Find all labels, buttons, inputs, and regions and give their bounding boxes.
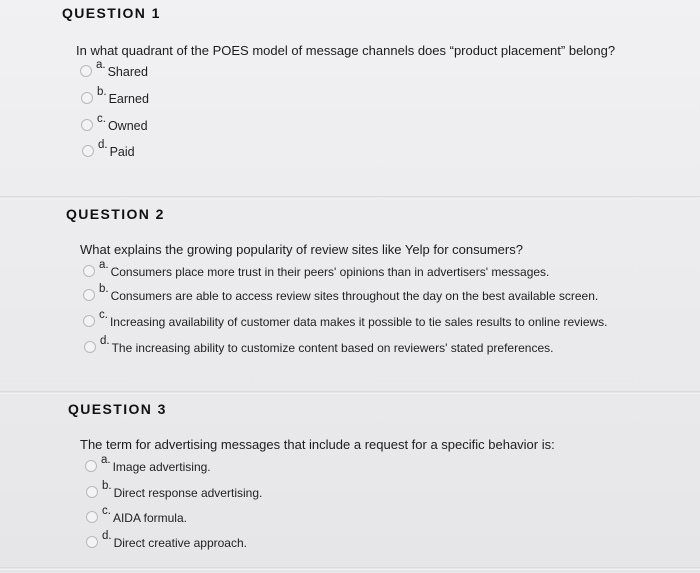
radio-button[interactable] — [81, 119, 93, 131]
question-1-title: QUESTION 1 — [62, 5, 161, 21]
option-letter: d. — [102, 530, 112, 542]
option-letter: a. — [101, 454, 111, 466]
section-divider — [0, 391, 700, 394]
radio-button[interactable] — [86, 511, 98, 523]
option-label: Consumers are able to access review sites throughout the day on the best available screen. — [110, 289, 599, 303]
option-label: AIDA formula. — [112, 511, 187, 525]
option-label: Direct response advertising. — [113, 486, 263, 500]
question-1-text: In what quadrant of the POES model of message channels does “product placement” belong? — [76, 43, 616, 58]
radio-button[interactable] — [86, 536, 98, 548]
question-2 — [0, 200, 700, 395]
option-letter: d. — [98, 139, 108, 151]
option-letter: b. — [102, 480, 112, 492]
question-2-option-b[interactable] — [83, 283, 599, 303]
radio-button[interactable] — [85, 460, 97, 472]
question-3-text: The term for advertising messages that include a request for a specific behavior is: — [80, 437, 555, 452]
section-divider — [0, 196, 700, 199]
question-3-option-b[interactable] — [86, 480, 263, 500]
option-letter: b. — [97, 86, 107, 98]
question-1-option-b[interactable] — [81, 86, 149, 106]
option-label: Earned — [108, 92, 149, 106]
question-1-option-d[interactable] — [82, 139, 135, 159]
radio-button[interactable] — [80, 65, 92, 77]
question-3-option-a[interactable] — [85, 454, 211, 474]
question-2-option-d[interactable] — [84, 335, 554, 355]
question-1-option-c[interactable] — [81, 113, 148, 133]
question-1-option-a[interactable] — [80, 59, 148, 79]
option-letter: c. — [99, 309, 108, 321]
option-label: Direct creative approach. — [113, 536, 247, 550]
question-2-option-c[interactable] — [83, 309, 608, 329]
radio-button[interactable] — [83, 265, 95, 277]
option-letter: c. — [97, 113, 106, 125]
question-3-title: QUESTION 3 — [68, 401, 167, 417]
question-1 — [0, 0, 700, 200]
option-label: Owned — [107, 119, 148, 133]
option-letter: c. — [102, 505, 111, 517]
radio-button[interactable] — [81, 92, 93, 104]
question-2-text: What explains the growing popularity of review sites like Yelp for consumers? — [80, 242, 523, 257]
radio-button[interactable] — [83, 289, 95, 301]
question-3-option-d[interactable] — [86, 530, 247, 550]
option-label: Shared — [107, 65, 148, 79]
question-2-option-a[interactable] — [83, 259, 550, 279]
option-label: Consumers place more trust in their peers' opinions than in advertisers' messages. — [110, 265, 550, 279]
radio-button[interactable] — [83, 315, 95, 327]
option-label: Increasing availability of customer data makes it possible to tie sales results to online reviews. — [109, 315, 608, 329]
option-label: Paid — [109, 145, 135, 159]
option-letter: d. — [100, 335, 110, 347]
option-label: Image advertising. — [112, 460, 211, 474]
option-label: The increasing ability to customize content based on reviewers' stated preferences. — [111, 341, 554, 355]
radio-button[interactable] — [82, 145, 94, 157]
option-letter: a. — [96, 59, 106, 71]
option-letter: a. — [99, 259, 109, 271]
radio-button[interactable] — [86, 486, 98, 498]
question-3 — [0, 395, 700, 573]
option-letter: b. — [99, 283, 109, 295]
radio-button[interactable] — [84, 341, 96, 353]
section-divider — [0, 567, 700, 570]
question-2-title: QUESTION 2 — [66, 206, 165, 222]
question-3-option-c[interactable] — [86, 505, 187, 525]
